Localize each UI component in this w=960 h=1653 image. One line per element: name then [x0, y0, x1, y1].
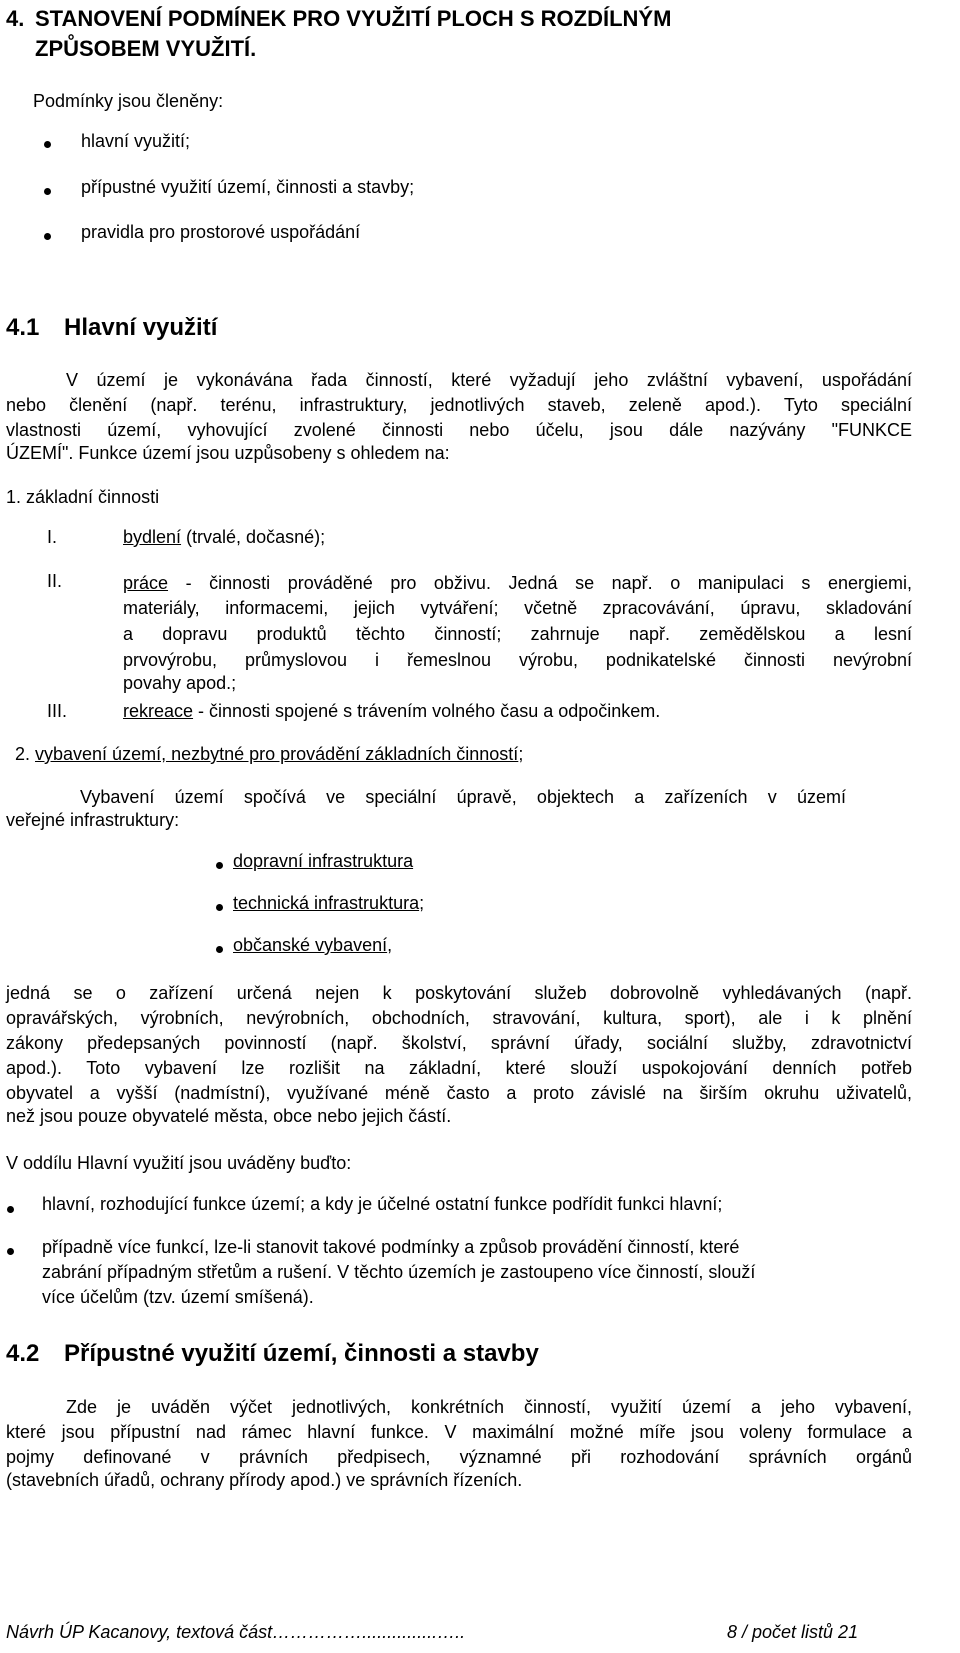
roman-numeral: I.	[47, 527, 58, 547]
oddil-bullet-line: zabrání případným střetům a rušení. V těchto územích je zastoupeno více činností, slouží	[42, 1262, 756, 1282]
roman-item-line: prvovýrobu, průmyslovou i řemeslnou výrobu, podnikatelské činnosti nevýrobní	[123, 650, 912, 670]
oddil-bullet-line: případně více funkcí, lze-li stanovit takové podmínky a způsob provádění činností, které	[42, 1237, 740, 1257]
infra-bullet-item	[233, 893, 424, 914]
roman-item-line: povahy apod.;	[123, 673, 237, 693]
paragraph-line: vlastnosti území, vyhovující zvolené činnosti nebo účelu, jsou dále nazývány "FUNKCE	[6, 420, 912, 440]
basic-activities-label: 1. základní činnosti	[6, 487, 160, 507]
term-desc: (trvalé, dočasné);	[181, 527, 326, 547]
infrastructure-label	[15, 744, 523, 765]
bullet-dot	[216, 946, 223, 953]
infra-term: občanské vybavení	[233, 935, 388, 955]
section-number: 4.2	[6, 1340, 40, 1367]
paragraph-line: Zde je uváděn výčet jednotlivých, konkrétních činností, využití území a jeho vybavení,	[66, 1397, 912, 1417]
oddil-bullet-line: více účelům (tzv. území smíšená).	[42, 1287, 314, 1307]
paragraph-line: nebo členění (např. terénu, infrastruktury, jednotlivých staveb, zeleně apod.). Tyto speciální	[6, 395, 912, 415]
bullet-dot	[44, 141, 51, 148]
paragraph-line: ÚZEMÍ". Funkce území jsou uzpůsobeny s ohledem na:	[6, 443, 450, 463]
chapter-title-line1: STANOVENÍ PODMÍNEK PRO VYUŽITÍ PLOCH S ROZDÍLNÝM	[35, 6, 672, 31]
footer-left: Návrh ÚP Kacanovy, textová část……………...............…..	[6, 1622, 466, 1642]
roman-item	[123, 571, 912, 595]
term-desc: - činnosti spojené s trávením volného času a odpočinkem.	[193, 701, 661, 721]
chapter-title-line2: ZPŮSOBEM VYUŽITÍ.	[35, 36, 257, 61]
roman-item	[123, 527, 325, 548]
infra-suffix: ,	[387, 935, 393, 955]
infra-term: dopravní infrastruktura	[233, 851, 414, 871]
bullet-item: hlavní využití;	[81, 131, 191, 151]
intro-text: Podmínky jsou členěny:	[33, 91, 224, 111]
paragraph-line: pojmy definované v právních předpisech, významné při rozhodování správních orgánů	[6, 1447, 912, 1467]
paragraph-line: V území je vykonávána řada činností, které vyžadují jeho zvláštní vybavení, uspořádání	[66, 370, 912, 390]
paragraph-line: apod.). Toto vybavení lze rozlišit na základní, které slouží uspokojování denních potřeb	[6, 1058, 912, 1078]
bullet-dot	[7, 1206, 14, 1213]
paragraph-line: veřejné infrastruktury:	[6, 810, 180, 830]
term: práce	[123, 573, 169, 593]
paragraph-line: opravářských, výrobních, nevýrobních, obchodních, stravování, kultura, sport), ale i k plnění	[6, 1008, 912, 1028]
bullet-dot	[7, 1248, 14, 1255]
chapter-number: 4.	[6, 6, 25, 31]
paragraph-line: V oddílu Hlavní využití jsou uváděny buďto:	[6, 1153, 352, 1173]
infra-term: technická infrastruktura	[233, 893, 420, 913]
paragraph-line: které jsou přípustní nad rámec hlavní funkce. V maximální možné míře jsou voleny formulace a	[6, 1422, 912, 1442]
label-text: vybavení území, nezbytné pro provádění základních činností	[35, 744, 519, 764]
term: rekreace	[123, 701, 194, 721]
roman-numeral: II.	[47, 571, 63, 591]
section-title: Hlavní využití	[64, 314, 218, 341]
paragraph-line: zákony předepsaných povinností (např. školství, správní úřady, sociální služby, zdravotnictví	[6, 1033, 912, 1053]
roman-numeral: III.	[47, 701, 68, 721]
oddil-bullet-line: hlavní, rozhodující funkce území; a kdy je účelné ostatní funkce podřídit funkci hlavní;	[42, 1194, 723, 1214]
footer-page-count: 8 / počet listů 21	[727, 1622, 859, 1642]
paragraph-line: Vybavení území spočívá ve speciální úpravě, objektech a zařízeních v území	[80, 787, 846, 807]
roman-item-line: a dopravu produktů těchto činností; zahrnuje např. zemědělskou a lesní	[123, 624, 912, 644]
label-end: ;	[518, 744, 524, 764]
section-number: 4.1	[6, 314, 40, 341]
label-num: 2.	[15, 744, 36, 764]
term-desc: - činnosti prováděné pro obživu. Jedná se např. o manipulaci s energiemi,	[168, 573, 912, 593]
bullet-dot	[216, 862, 223, 869]
infra-bullet-item	[233, 935, 392, 956]
roman-item	[123, 701, 660, 722]
paragraph-line: obyvatel a vyšší (nadmístní), využívané méně často a proto závislé na širším okruhu uživatelů,	[6, 1083, 912, 1103]
bullet-item: přípustné využití území, činnosti a stavby;	[81, 177, 415, 197]
paragraph-line: jedná se o zařízení určená nejen k poskytování služeb dobrovolně vyhledávaných (např.	[6, 983, 912, 1003]
bullet-dot	[44, 233, 51, 240]
term: bydlení	[123, 527, 182, 547]
bullet-dot	[216, 904, 223, 911]
section-title: Přípustné využití území, činnosti a stavby	[64, 1340, 539, 1367]
bullet-dot	[44, 188, 51, 195]
infra-suffix: ;	[419, 893, 425, 913]
infra-bullet-item	[233, 851, 413, 872]
roman-item-line: materiály, informacemi, jejich vytváření; včetně zpracovávání, úpravu, skladování	[123, 598, 912, 618]
paragraph-line: než jsou pouze obyvatelé města, obce nebo jejich částí.	[6, 1106, 452, 1126]
paragraph-line: (stavebních úřadů, ochrany přírody apod.) ve správních řízeních.	[6, 1470, 523, 1490]
bullet-item: pravidla pro prostorové uspořádání	[81, 222, 361, 242]
